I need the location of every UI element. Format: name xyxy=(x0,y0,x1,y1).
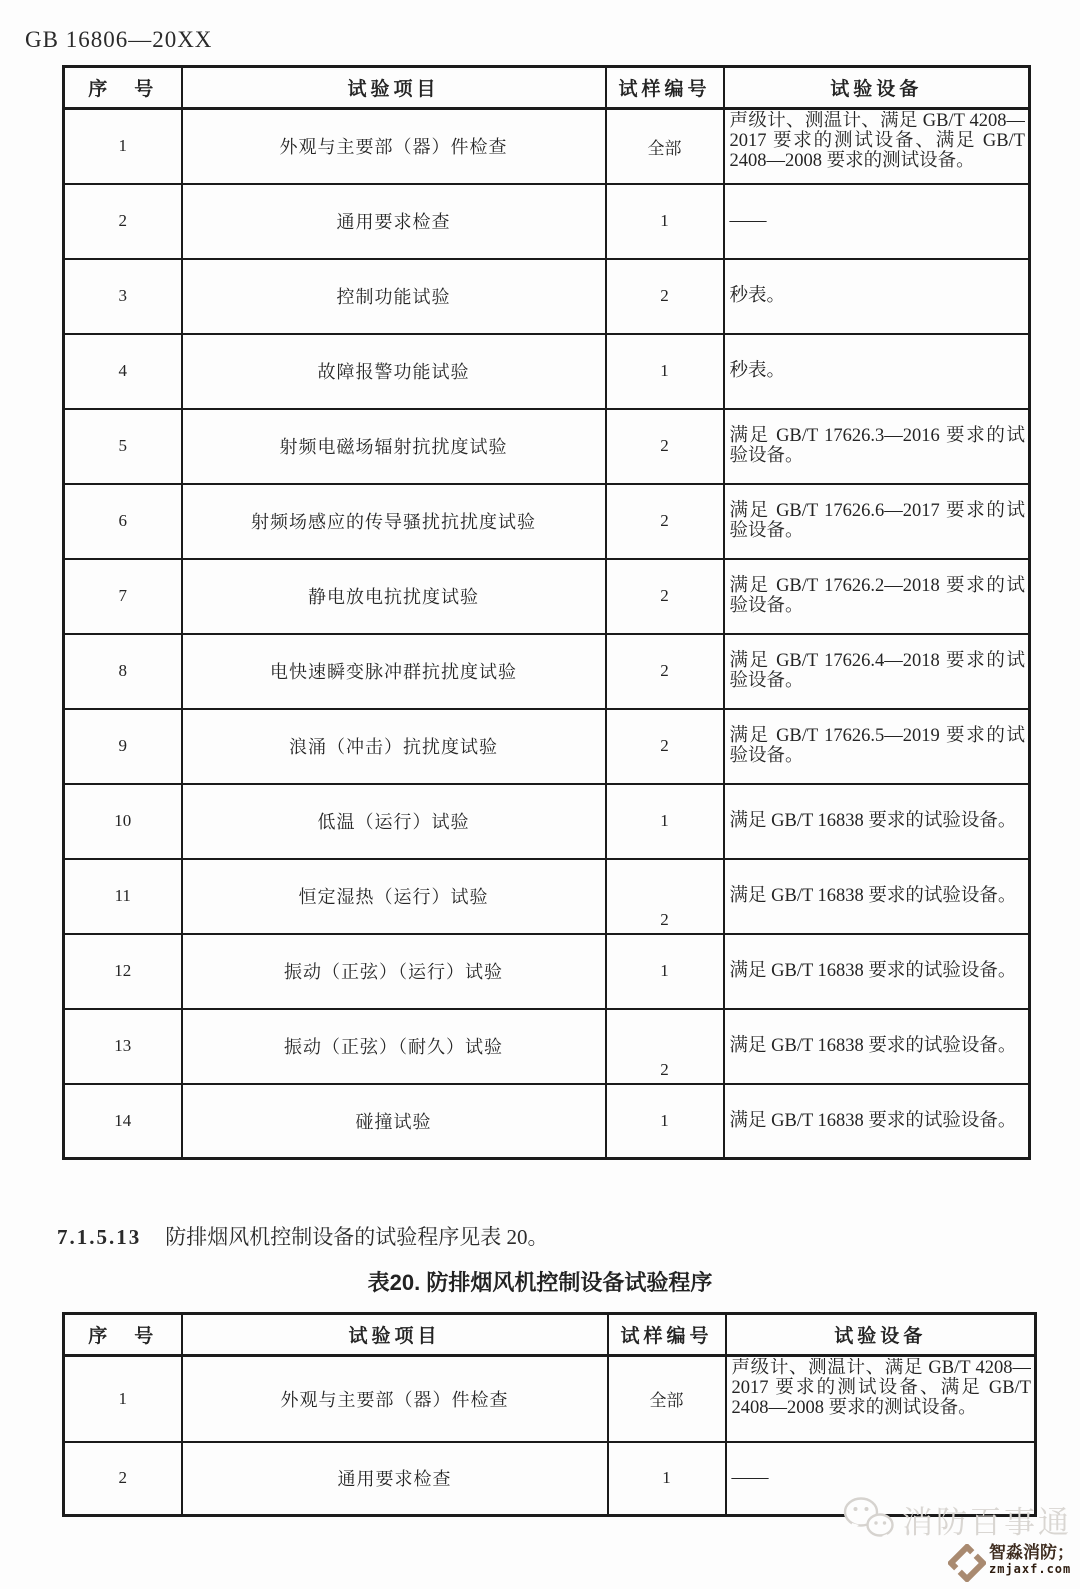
sample-number-cell xyxy=(606,859,724,934)
sample-number: 2 xyxy=(660,511,669,530)
test-equipment-cell xyxy=(724,934,1030,1009)
sample-number-cell xyxy=(606,709,724,784)
col-header-sample: 试样编号 xyxy=(606,67,724,109)
sample-number-cell xyxy=(606,259,724,334)
test-equipment-text: 满足 GB/T 17626.2—2018 要求的试验设备。 xyxy=(729,576,1025,616)
logo-domain: zmjaxf.com xyxy=(989,1561,1072,1576)
logo-text-block xyxy=(989,1544,1074,1576)
test-equipment-text: 满足 GB/T 16838 要求的试验设备。 xyxy=(729,1036,1017,1056)
table-row xyxy=(64,859,1030,934)
row-serial-number: 1 xyxy=(64,1356,182,1442)
sample-number-cell xyxy=(606,559,724,634)
col-header-serial: 序 号 xyxy=(64,1314,182,1356)
test-equipment-cell xyxy=(724,1009,1030,1084)
test-equipment-text: 秒表。 xyxy=(729,286,786,306)
test-equipment-cell xyxy=(724,1084,1030,1159)
test-item-label: 恒定湿热（运行）试验 xyxy=(182,859,606,934)
section-number: 7.1.5.13 xyxy=(57,1225,142,1249)
test-item-label: 通用要求检查 xyxy=(182,184,606,259)
test-equipment-cell xyxy=(724,259,1030,334)
sample-number: 2 xyxy=(660,1059,669,1079)
test-item-label: 振动（正弦）（耐久）试验 xyxy=(182,1009,606,1084)
sample-number-cell xyxy=(606,484,724,559)
sample-number-cell xyxy=(608,1442,726,1516)
test-equipment-cell xyxy=(724,109,1030,184)
table-row xyxy=(64,559,1030,634)
sample-number-cell xyxy=(606,934,724,1009)
test-equipment-cell xyxy=(724,559,1030,634)
test-equipment-text: 满足 GB/T 16838 要求的试验设备。 xyxy=(729,886,1017,906)
row-serial-number: 4 xyxy=(64,334,182,409)
sample-number: 1 xyxy=(660,1110,669,1130)
sample-number: 2 xyxy=(660,736,669,755)
watermark-label: 消防百事通 xyxy=(902,1504,1072,1540)
test-item-label: 浪涌（冲击）抗扰度试验 xyxy=(182,709,606,784)
test-equipment-text: 满足 GB/T 17626.6—2017 要求的试验设备。 xyxy=(729,501,1025,541)
table-row xyxy=(64,259,1030,334)
table-row xyxy=(64,709,1030,784)
table-row xyxy=(64,334,1030,409)
sample-number: 2 xyxy=(660,909,669,929)
test-item-label: 外观与主要部（器）件检查 xyxy=(182,1356,608,1442)
test-item-label: 射频场感应的传导骚扰抗扰度试验 xyxy=(182,484,606,559)
col-header-item: 试验项目 xyxy=(182,1314,608,1356)
site-logo xyxy=(948,1544,1074,1582)
row-serial-number: 3 xyxy=(64,259,182,334)
sample-number: 2 xyxy=(660,586,669,605)
test-equipment-cell xyxy=(724,709,1030,784)
row-serial-number: 11 xyxy=(64,859,182,934)
test-equipment-cell xyxy=(724,634,1030,709)
table-row xyxy=(64,1084,1030,1159)
sample-number-cell xyxy=(606,409,724,484)
table-row xyxy=(64,109,1030,184)
table-row xyxy=(64,484,1030,559)
test-procedure-table-20 xyxy=(62,1312,1037,1517)
table-row xyxy=(64,1009,1030,1084)
sample-number: 全部 xyxy=(649,1391,684,1411)
col-header-equipment: 试验设备 xyxy=(724,67,1030,109)
sample-number: 2 xyxy=(660,436,669,455)
col-header-sample: 试样编号 xyxy=(608,1314,726,1356)
row-serial-number: 8 xyxy=(64,634,182,709)
row-serial-number: 14 xyxy=(64,1084,182,1159)
section-text: 防排烟风机控制设备的试验程序见表 20。 xyxy=(165,1225,549,1249)
table-row xyxy=(64,1356,1036,1442)
test-equipment-cell xyxy=(724,859,1030,934)
zhimiao-logo-icon xyxy=(948,1544,986,1582)
row-serial-number: 2 xyxy=(64,184,182,259)
logo-name: 智淼消防； xyxy=(989,1543,1074,1562)
test-equipment-text: —— xyxy=(731,1468,769,1489)
table-row xyxy=(64,634,1030,709)
sample-number: 1 xyxy=(660,961,669,980)
test-item-label: 控制功能试验 xyxy=(182,259,606,334)
test-equipment-text: 满足 GB/T 16838 要求的试验设备。 xyxy=(729,811,1017,831)
test-procedure-table-19 xyxy=(62,65,1031,1160)
sample-number-cell xyxy=(606,334,724,409)
table-header-row xyxy=(64,67,1030,109)
test-item-label: 外观与主要部（器）件检查 xyxy=(182,109,606,184)
test-equipment-text: —— xyxy=(729,211,767,231)
test-item-label: 射频电磁场辐射抗扰度试验 xyxy=(182,409,606,484)
test-equipment-text: 满足 GB/T 17626.3—2016 要求的试验设备。 xyxy=(729,426,1025,466)
test-item-label: 低温（运行）试验 xyxy=(182,784,606,859)
test-equipment-text: 声级计、测温计、满足 GB/T 4208—2017 要求的测试设备、满足 GB/T 2408—2008 要求的测试设备。 xyxy=(729,111,1025,171)
row-serial-number: 2 xyxy=(64,1442,182,1516)
watermark xyxy=(840,1492,1072,1546)
sample-number: 1 xyxy=(662,1468,671,1488)
test-equipment-text: 满足 GB/T 16838 要求的试验设备。 xyxy=(729,1110,1017,1131)
test-item-label: 振动（正弦）（运行）试验 xyxy=(182,934,606,1009)
test-equipment-text: 满足 GB/T 17626.4—2018 要求的试验设备。 xyxy=(729,651,1025,691)
table-header-row xyxy=(64,1314,1036,1356)
test-item-label: 静电放电抗扰度试验 xyxy=(182,559,606,634)
test-equipment-cell xyxy=(724,334,1030,409)
sample-number-cell xyxy=(606,1009,724,1084)
sample-number-cell xyxy=(606,634,724,709)
row-serial-number: 7 xyxy=(64,559,182,634)
row-serial-number: 5 xyxy=(64,409,182,484)
table-row xyxy=(64,784,1030,859)
sample-number: 2 xyxy=(660,661,669,680)
sample-number-cell xyxy=(606,184,724,259)
test-equipment-text: 声级计、测温计、满足 GB/T 4208—2017 要求的测试设备、满足 GB/T 2408—2008 要求的测试设备。 xyxy=(731,1358,1031,1418)
table-row xyxy=(64,934,1030,1009)
test-item-label: 通用要求检查 xyxy=(182,1442,608,1516)
sample-number: 1 xyxy=(660,211,669,230)
sample-number: 全部 xyxy=(647,138,682,158)
row-serial-number: 1 xyxy=(64,109,182,184)
test-equipment-cell xyxy=(726,1356,1036,1442)
sample-number-cell xyxy=(606,784,724,859)
row-serial-number: 9 xyxy=(64,709,182,784)
sample-number-cell xyxy=(608,1356,726,1442)
test-equipment-cell xyxy=(724,484,1030,559)
col-header-equipment: 试验设备 xyxy=(726,1314,1036,1356)
doc-code: GB 16806—20XX xyxy=(25,27,213,52)
table-row xyxy=(64,409,1030,484)
section-paragraph xyxy=(57,1221,549,1251)
test-item-label: 碰撞试验 xyxy=(182,1084,606,1159)
col-header-item: 试验项目 xyxy=(182,67,606,109)
wechat-icon xyxy=(840,1492,898,1546)
table20-title: 表20. 防排烟风机控制设备试验程序 xyxy=(367,1270,713,1295)
row-serial-number: 6 xyxy=(64,484,182,559)
sample-number: 2 xyxy=(660,286,669,305)
test-item-label: 电快速瞬变脉冲群抗扰度试验 xyxy=(182,634,606,709)
sample-number-cell xyxy=(606,109,724,184)
col-header-serial: 序 号 xyxy=(64,67,182,109)
sample-number: 1 xyxy=(660,361,669,380)
test-equipment-cell xyxy=(724,409,1030,484)
test-item-label: 故障报警功能试验 xyxy=(182,334,606,409)
test-equipment-text: 满足 GB/T 17626.5—2019 要求的试验设备。 xyxy=(729,726,1025,766)
table-row xyxy=(64,184,1030,259)
row-serial-number: 10 xyxy=(64,784,182,859)
row-serial-number: 13 xyxy=(64,1009,182,1084)
test-equipment-cell xyxy=(724,184,1030,259)
sample-number: 1 xyxy=(660,811,669,830)
row-serial-number: 12 xyxy=(64,934,182,1009)
sample-number-cell xyxy=(606,1084,724,1159)
test-equipment-text: 秒表。 xyxy=(729,361,786,381)
test-equipment-cell xyxy=(724,784,1030,859)
test-equipment-text: 满足 GB/T 16838 要求的试验设备。 xyxy=(729,961,1017,981)
